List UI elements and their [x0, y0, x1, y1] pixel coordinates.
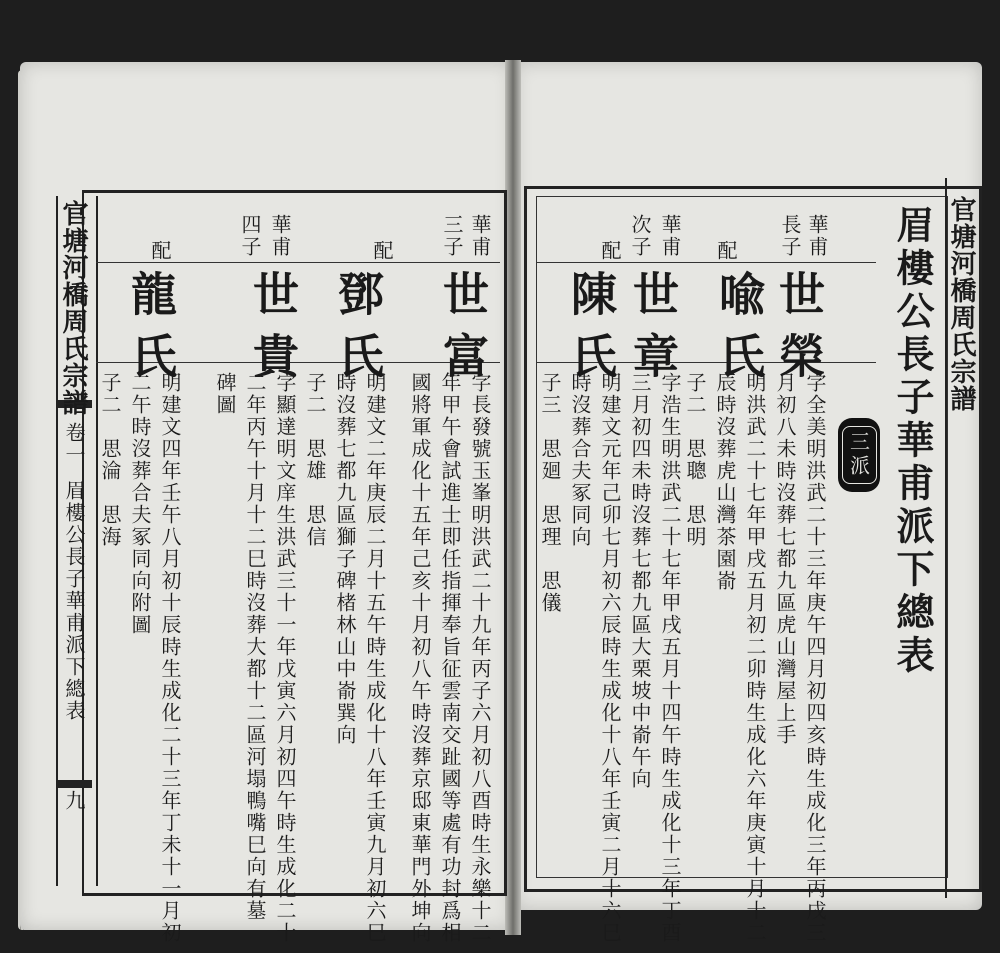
person-rank: 次子 — [628, 214, 652, 258]
bio-line: 明建文二年庚辰二月十五午時生成化十八年壬寅九月初六巳 — [363, 372, 387, 944]
bio-line: 明建文元年己卯七月初六辰時生成化十八年壬寅二月十六巳 — [598, 372, 622, 944]
branch-badge: 三派 — [838, 418, 880, 492]
bio-line: 明建文四年壬午八月初十辰時生成化二十三年丁未十一月初 — [158, 372, 182, 944]
bio-line: 字浩生明洪武二十七年甲戌五月十四午時生成化十三年丁酉 — [658, 372, 682, 944]
spouse-label: 配 — [598, 240, 622, 262]
bio-line: 辰時沒葬虎山灣茶園嵛 — [713, 372, 737, 592]
bio-line: 子二 思淪 思海 — [98, 372, 122, 548]
bio-line: 三月初四未時沒葬七都九區大栗坡中嵛午向 — [628, 372, 652, 790]
bio-line: 二年丙午十月十二巳時沒葬大都十二區河塌鴨嘴巳向有墓 — [243, 372, 267, 922]
bio-line: 字長發號玉峯明洪武二十九年丙子六月初八酉時生永樂十二 — [468, 372, 492, 944]
person-father: 華甫 — [658, 214, 682, 258]
bio-line: 年甲午會試進士即任指揮奉旨征雲南交趾國等處有功封爲相 — [438, 372, 462, 944]
person-rank: 四子 — [238, 214, 262, 258]
bio-line: 國將軍成化十五年己亥十月初八午時沒葬京邸東華門外坤向 — [408, 372, 432, 944]
spouse-name: 鄧氏 — [331, 270, 385, 394]
person-father: 華甫 — [805, 214, 829, 258]
spouse-label: 配 — [148, 240, 172, 262]
spouse-name: 龍氏 — [124, 270, 178, 394]
page-number: 九 — [62, 790, 86, 812]
person-rank: 長子 — [778, 214, 802, 258]
running-title: 眉樓公長子華甫派下總表 — [62, 480, 86, 722]
fish-tail-bottom — [58, 780, 92, 788]
person-name: 世貴 — [246, 270, 300, 394]
spouse-name: 喩氏 — [712, 270, 766, 394]
volume-label: 卷一 — [62, 422, 86, 466]
person-father: 華甫 — [468, 214, 492, 258]
person-name: 世章 — [626, 270, 680, 394]
bio-line: 時沒葬合夫冢同向 — [568, 372, 592, 548]
left-header-divider — [96, 262, 500, 263]
spouse-label: 配 — [370, 240, 394, 262]
bio-line: 子三 思廻 思理 思儀 — [538, 372, 562, 614]
right-header-divider — [536, 262, 876, 263]
bio-line: 子二 思雄 思信 — [303, 372, 327, 548]
bio-line: 字顯達明文庠生洪武三十一年戊寅六月初四午時生成化二十 — [273, 372, 297, 944]
bio-line: 二午時沒葬合夫冢同向附圖 — [128, 372, 152, 636]
bio-line: 碑圖 — [213, 372, 237, 416]
bio-line: 明洪武二十七年甲戌五月初二卯時生成化六年庚寅十月十二 — [743, 372, 767, 944]
spouse-name: 陳氏 — [564, 270, 618, 394]
table-title: 眉樓公長子華甫派下總表 — [890, 205, 935, 678]
person-father: 華甫 — [268, 214, 292, 258]
bio-line: 字全美明洪武二十三年庚午四月初四亥時生成化三年丙戌三 — [803, 372, 827, 944]
spouse-label: 配 — [714, 240, 738, 262]
book-spine — [505, 60, 521, 935]
person-name: 世榮 — [772, 270, 826, 394]
left-spine-title: 官塘河橋周氏宗譜 — [58, 200, 88, 416]
bio-line: 月初八未時沒葬七都九區虎山灣屋上手 — [773, 372, 797, 746]
right-spine-title: 官塘河橋周氏宗譜 — [946, 196, 976, 412]
bio-line: 子二 思聰 思明 — [683, 372, 707, 548]
bio-line: 時沒葬七都九區獅子碑楮林山中嵛巽向 — [333, 372, 357, 746]
person-name: 世富 — [436, 270, 490, 394]
person-rank: 三子 — [440, 214, 464, 258]
